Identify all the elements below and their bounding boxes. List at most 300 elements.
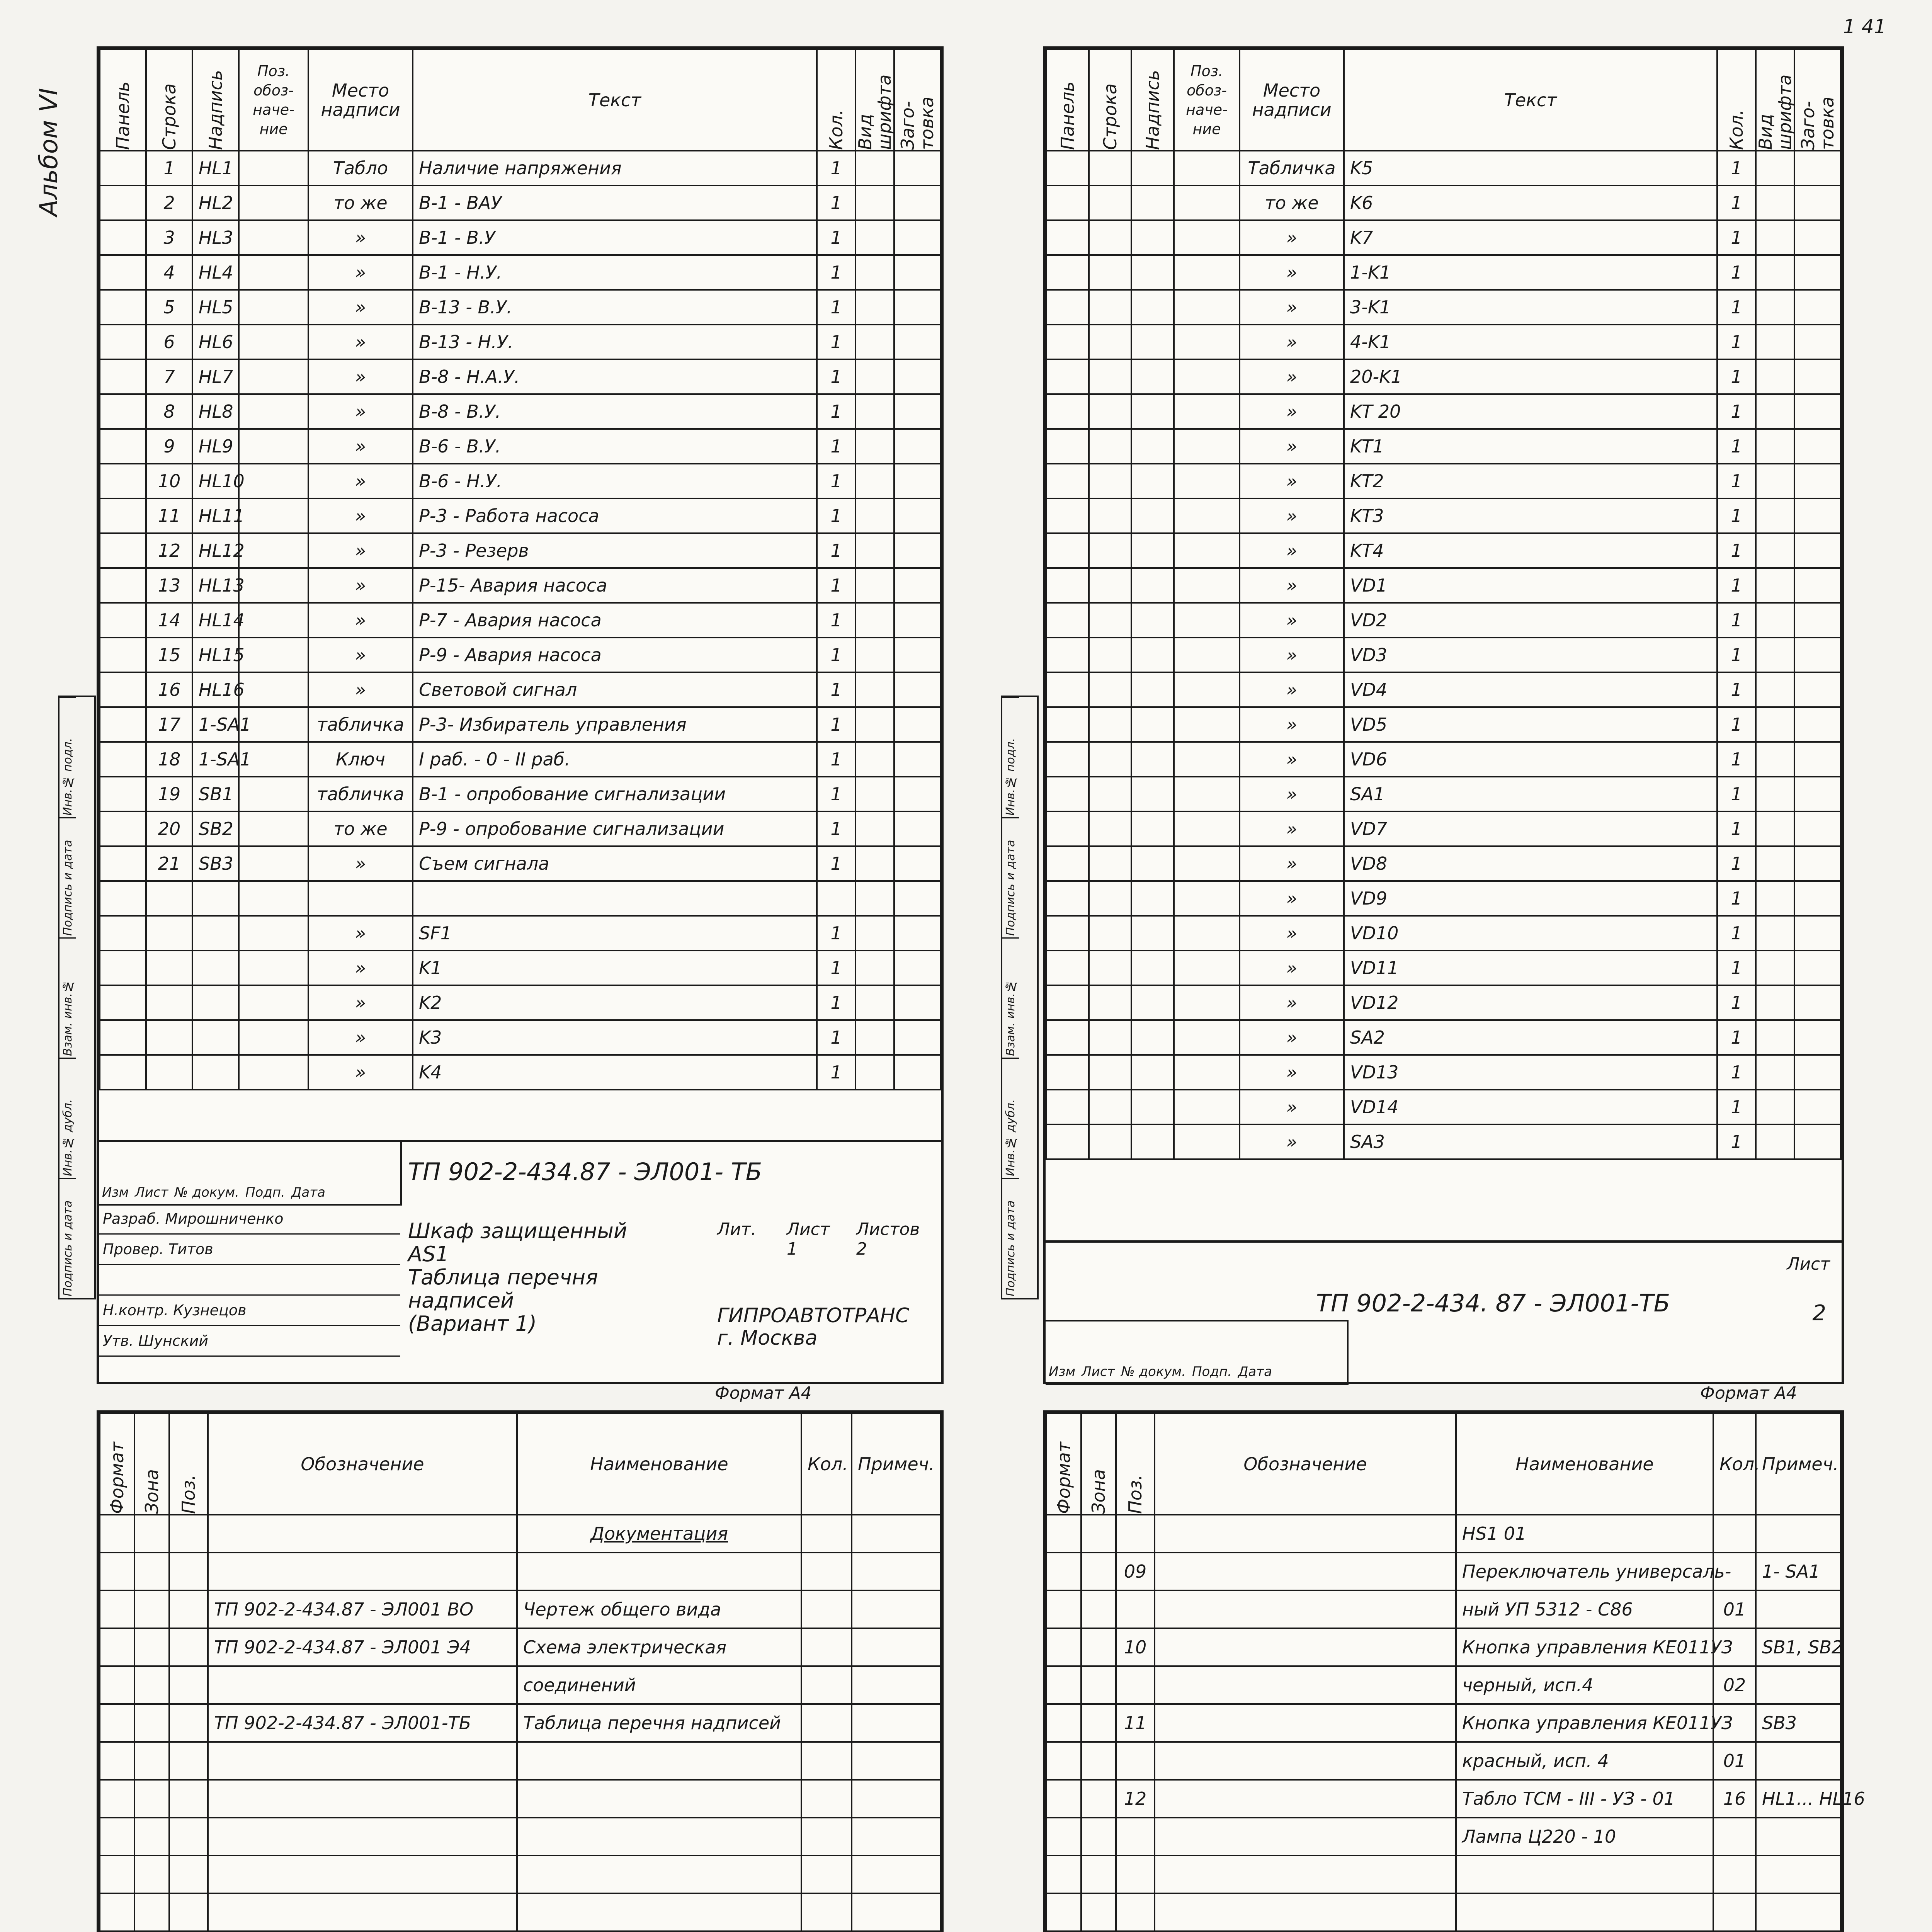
table-row	[1046, 1055, 1841, 1090]
table-cell: 1	[817, 742, 855, 777]
table-cell	[239, 394, 308, 429]
table-cell	[1794, 151, 1841, 185]
table-cell	[1131, 742, 1174, 777]
table-cell: 2	[146, 185, 192, 220]
table-cell	[1174, 568, 1240, 603]
sheet-number: 2	[1812, 1301, 1826, 1326]
table-cell: Кнопка управления КЕ011УЗ	[1456, 1628, 1713, 1666]
table-row	[100, 1055, 940, 1090]
table-cell	[1081, 1855, 1116, 1893]
table-cell	[1116, 1515, 1155, 1553]
table-cell	[1046, 1553, 1081, 1590]
side-label: Взам. инв.№	[60, 937, 76, 1058]
table-cell	[1046, 1090, 1089, 1124]
sheet-specification-1	[97, 1410, 944, 1932]
table-cell	[1131, 603, 1174, 638]
table-cell	[100, 220, 146, 255]
table-cell: 1	[1717, 742, 1756, 777]
table-cell	[1794, 568, 1841, 603]
table-cell	[894, 638, 940, 672]
table-cell	[100, 811, 146, 846]
table-cell	[1794, 220, 1841, 255]
table-cell: Р-15- Авария насоса	[413, 568, 817, 603]
table-cell	[1046, 1020, 1089, 1055]
table-cell	[1794, 359, 1841, 394]
format-label-1: Формат А4	[715, 1383, 812, 1403]
table-cell: HL9	[192, 429, 239, 464]
table-row	[1046, 394, 1841, 429]
table-cell: 02	[1713, 1666, 1756, 1704]
table-cell	[1794, 255, 1841, 290]
table-cell	[801, 1855, 852, 1893]
table-cell: Световой сигнал	[413, 672, 817, 707]
col-note: Примеч.	[852, 1413, 940, 1515]
table-cell: Р-3- Избиратель управления	[413, 707, 817, 742]
table-cell	[1046, 1704, 1081, 1742]
table-cell	[239, 916, 308, 951]
table-cell	[852, 1590, 940, 1628]
table-row	[100, 290, 940, 325]
side-label: Подпись и дата	[1002, 1178, 1019, 1298]
table-row	[1046, 811, 1841, 846]
table-cell: SA1	[1344, 777, 1717, 811]
table-cell	[100, 290, 146, 325]
table-cell	[1089, 1055, 1131, 1090]
table-row	[1046, 916, 1841, 951]
table-cell	[208, 1893, 517, 1931]
table-row	[100, 1628, 940, 1666]
table-cell: K3	[413, 1020, 817, 1055]
table-cell: »	[308, 846, 413, 881]
table-cell	[855, 811, 894, 846]
table-row	[1046, 1590, 1841, 1628]
table-cell	[1756, 777, 1794, 811]
table-row	[1046, 325, 1841, 359]
table-cell	[1174, 638, 1240, 672]
table-cell: VD8	[1344, 846, 1717, 881]
col-inscription: Надпись	[1131, 49, 1174, 151]
table-cell: соединений	[517, 1666, 801, 1704]
table-cell	[1756, 603, 1794, 638]
table-cell	[894, 881, 940, 916]
table-cell	[239, 429, 308, 464]
table-cell: 1- SA1	[1756, 1553, 1841, 1590]
table-cell	[1089, 1020, 1131, 1055]
side-label: Взам. инв.№	[1002, 937, 1019, 1058]
table-cell	[1131, 881, 1174, 916]
table-cell	[1456, 1855, 1713, 1893]
table-cell	[1756, 185, 1794, 220]
table-cell: В-1 - опробование сигнализации	[413, 777, 817, 811]
table-cell	[1756, 359, 1794, 394]
col-pos: Поз. обоз- наче- ние	[239, 49, 308, 151]
table-cell: 1	[1717, 1055, 1756, 1090]
table-cell	[1756, 464, 1794, 498]
table-cell	[855, 185, 894, 220]
table-cell	[239, 1055, 308, 1090]
col-qty: Кол.	[801, 1413, 852, 1515]
table-cell	[1713, 1893, 1756, 1931]
table-cell	[855, 603, 894, 638]
table-cell: »	[308, 1055, 413, 1090]
col-place: Место надписи	[1240, 49, 1344, 151]
table-cell: 1	[817, 498, 855, 533]
table-cell	[855, 429, 894, 464]
table-cell	[1456, 1893, 1713, 1931]
specification-table-2	[1046, 1413, 1865, 1932]
table-row	[100, 742, 940, 777]
table-cell	[801, 1742, 852, 1780]
table-cell	[1794, 811, 1841, 846]
table-row	[1046, 1893, 1841, 1931]
table-row	[1046, 255, 1841, 290]
table-cell: 1	[817, 916, 855, 951]
table-cell	[1081, 1780, 1116, 1818]
col-qty: Кол.	[1717, 49, 1756, 151]
table-cell: HL15	[192, 638, 239, 672]
table-cell	[1174, 464, 1240, 498]
table-cell	[1081, 1515, 1116, 1553]
col-row: Строка	[146, 49, 192, 151]
table-cell	[1046, 429, 1089, 464]
table-row	[100, 672, 940, 707]
table-cell	[1046, 951, 1089, 985]
table-cell	[169, 1742, 208, 1780]
table-cell: 11	[1116, 1704, 1155, 1742]
table-cell	[1756, 638, 1794, 672]
col-name: Наименование	[1456, 1413, 1713, 1515]
table-cell: »	[308, 638, 413, 672]
side-label: Инв.№ подл.	[60, 697, 76, 817]
table-cell: Ключ	[308, 742, 413, 777]
table-row	[100, 533, 940, 568]
table-cell	[1756, 394, 1794, 429]
table-cell	[1174, 1124, 1240, 1159]
table-cell	[852, 1628, 940, 1666]
table-cell: то же	[308, 811, 413, 846]
table-cell: 14	[146, 603, 192, 638]
table-cell: 6	[146, 325, 192, 359]
table-cell: SB3	[192, 846, 239, 881]
title-block-column-label: Лист	[135, 1185, 168, 1200]
table-cell: SB3	[1756, 1704, 1841, 1742]
table-cell	[100, 151, 146, 185]
table-cell	[1174, 811, 1240, 846]
col-font: Вид шрифта	[1756, 49, 1794, 151]
table-cell	[894, 151, 940, 185]
table-cell: 1	[817, 290, 855, 325]
table-cell: »	[1240, 638, 1344, 672]
table-cell	[1174, 359, 1240, 394]
table-cell: KT2	[1344, 464, 1717, 498]
table-cell	[1131, 951, 1174, 985]
table-cell: 8	[146, 394, 192, 429]
table-cell	[517, 1893, 801, 1931]
table-cell: »	[308, 672, 413, 707]
table-cell	[894, 672, 940, 707]
table-cell	[1756, 1666, 1841, 1704]
table-cell: »	[1240, 1090, 1344, 1124]
document-code: ТП 902-2-434.87 - ЭЛ001- ТБ	[408, 1158, 762, 1186]
table-row	[100, 846, 940, 881]
table-cell: VD4	[1344, 672, 1717, 707]
table-cell: 1	[1717, 1124, 1756, 1159]
table-cell	[855, 951, 894, 985]
table-cell	[169, 1515, 208, 1553]
table-cell: VD2	[1344, 603, 1717, 638]
signature-row: Разраб. Мирошниченко	[99, 1204, 400, 1235]
table-cell	[239, 464, 308, 498]
table-cell	[1794, 916, 1841, 951]
table-cell: 1	[817, 985, 855, 1020]
table-cell: 1	[1717, 881, 1756, 916]
table-cell	[855, 638, 894, 672]
table-row	[1046, 846, 1841, 881]
table-cell	[208, 1855, 517, 1893]
table-row	[1046, 1124, 1841, 1159]
table-cell	[1756, 1590, 1841, 1628]
table-cell	[192, 916, 239, 951]
table-cell: 1	[817, 429, 855, 464]
table-row	[100, 394, 940, 429]
table-cell: 12	[1116, 1780, 1155, 1818]
col-qty: Кол.	[817, 49, 855, 151]
table-cell	[1756, 1090, 1794, 1124]
table-cell: VD1	[1344, 568, 1717, 603]
table-cell	[894, 1020, 940, 1055]
table-cell: HL5	[192, 290, 239, 325]
table-cell	[1046, 325, 1089, 359]
table-cell	[1131, 777, 1174, 811]
table-cell: черный, исп.4	[1456, 1666, 1713, 1704]
table-cell	[894, 220, 940, 255]
table-cell	[1116, 1666, 1155, 1704]
table-cell	[134, 1704, 169, 1742]
table-cell	[1756, 568, 1794, 603]
table-cell: »	[1240, 707, 1344, 742]
sheet-info: Лит. Лист Листов 1 2	[717, 1219, 920, 1259]
table-cell: 1	[1717, 568, 1756, 603]
table-cell	[239, 568, 308, 603]
table-cell: KT3	[1344, 498, 1717, 533]
table-cell	[1081, 1553, 1116, 1590]
table-cell	[100, 429, 146, 464]
table-cell	[894, 464, 940, 498]
table-cell: 7	[146, 359, 192, 394]
table-cell	[413, 881, 817, 916]
table-cell: 13	[146, 568, 192, 603]
table-cell	[1756, 811, 1794, 846]
table-cell: HL1	[192, 151, 239, 185]
table-cell	[1756, 255, 1794, 290]
table-cell	[1155, 1780, 1456, 1818]
table-cell: »	[1240, 464, 1344, 498]
inscriptions-table-2	[1046, 49, 1842, 1160]
table-cell	[894, 429, 940, 464]
table-cell	[852, 1742, 940, 1780]
table-cell	[100, 916, 146, 951]
table-row	[1046, 568, 1841, 603]
table-row	[100, 429, 940, 464]
table-cell	[239, 151, 308, 185]
table-row	[100, 1818, 940, 1855]
format-label-2: Формат А4	[1700, 1383, 1797, 1403]
table-cell: табличка	[308, 777, 413, 811]
table-cell	[1131, 1124, 1174, 1159]
col-designation: Обозначение	[208, 1413, 517, 1515]
table-cell: 1	[817, 603, 855, 638]
table-cell: 1-K1	[1344, 255, 1717, 290]
table-cell	[1046, 151, 1089, 185]
table-cell	[1089, 429, 1131, 464]
table-cell	[894, 742, 940, 777]
table-cell	[100, 1590, 134, 1628]
table-cell	[801, 1590, 852, 1628]
table-cell: 1	[146, 151, 192, 185]
title-block-column-label: Подп.	[245, 1185, 285, 1200]
table-cell	[894, 777, 940, 811]
table-cell: В-6 - Н.У.	[413, 464, 817, 498]
table-cell	[1794, 498, 1841, 533]
table-cell: K5	[1344, 151, 1717, 185]
table-cell: 1	[1717, 533, 1756, 568]
col-designation: Обозначение	[1155, 1413, 1456, 1515]
table-cell	[1116, 1590, 1155, 1628]
table-cell: Табличка	[1240, 151, 1344, 185]
col-font: Вид шрифта	[855, 49, 894, 151]
table-cell	[1046, 846, 1089, 881]
table-cell	[1756, 151, 1794, 185]
table-cell	[1089, 811, 1131, 846]
table-cell: K6	[1344, 185, 1717, 220]
table-cell: SA3	[1344, 1124, 1717, 1159]
document-code: ТП 902-2-434. 87 - ЭЛ001-ТБ	[1316, 1289, 1670, 1317]
album-label: Альбом VI	[35, 88, 63, 216]
table-row	[100, 185, 940, 220]
table-cell: HL8	[192, 394, 239, 429]
table-cell: SA2	[1344, 1020, 1717, 1055]
table-cell: »	[1240, 985, 1344, 1020]
table-cell: 3	[146, 220, 192, 255]
table-cell	[1174, 290, 1240, 325]
table-cell	[1089, 464, 1131, 498]
table-cell	[1081, 1628, 1116, 1666]
table-cell	[239, 985, 308, 1020]
table-cell: 1	[817, 220, 855, 255]
table-cell	[517, 1818, 801, 1855]
table-cell	[855, 359, 894, 394]
table-cell	[1174, 325, 1240, 359]
table-row	[100, 777, 940, 811]
table-cell: »	[308, 325, 413, 359]
table-cell	[239, 255, 308, 290]
table-cell	[817, 881, 855, 916]
table-cell	[855, 707, 894, 742]
table-row	[1046, 707, 1841, 742]
table-cell: »	[1240, 777, 1344, 811]
table-row	[1046, 638, 1841, 672]
table-row	[1046, 185, 1841, 220]
table-cell	[894, 290, 940, 325]
table-cell	[1089, 742, 1131, 777]
col-pos: Поз.	[1116, 1413, 1155, 1515]
table-cell: Р-3 - Работа насоса	[413, 498, 817, 533]
signature-row: Провер. Титов	[99, 1235, 400, 1265]
table-row	[1046, 498, 1841, 533]
table-row	[1046, 1855, 1841, 1893]
table-cell	[1174, 742, 1240, 777]
table-cell: 1	[1717, 255, 1756, 290]
table-cell	[1089, 255, 1131, 290]
table-cell	[801, 1780, 852, 1818]
table-cell	[1155, 1855, 1456, 1893]
table-cell	[894, 498, 940, 533]
col-format: Формат	[100, 1413, 134, 1515]
table-cell	[146, 1020, 192, 1055]
side-label: Подпись и дата	[60, 1178, 76, 1298]
sheet-inscriptions-1	[97, 46, 944, 1384]
table-row	[100, 498, 940, 533]
table-cell: В-13 - Н.У.	[413, 325, 817, 359]
table-cell	[1089, 985, 1131, 1020]
table-cell	[192, 951, 239, 985]
table-cell	[1089, 290, 1131, 325]
table-cell	[100, 533, 146, 568]
table-cell: 1	[1717, 1020, 1756, 1055]
table-cell: 18	[146, 742, 192, 777]
table-cell	[1081, 1704, 1116, 1742]
table-cell	[100, 638, 146, 672]
table-cell	[1155, 1893, 1456, 1931]
table-cell	[1794, 290, 1841, 325]
table-cell	[169, 1666, 208, 1704]
col-inscription: Надпись	[192, 49, 239, 151]
table-cell	[1155, 1704, 1456, 1742]
table-cell	[855, 985, 894, 1020]
table-cell	[1155, 1742, 1456, 1780]
table-cell	[1174, 151, 1240, 185]
table-cell	[1131, 638, 1174, 672]
col-name: Наименование	[517, 1413, 801, 1515]
table-cell: »	[308, 985, 413, 1020]
table-cell: табличка	[308, 707, 413, 742]
title-block-column-label: Дата	[1238, 1364, 1272, 1379]
table-cell	[100, 1780, 134, 1818]
table-cell	[1174, 429, 1240, 464]
table-cell: В-1 - В.У	[413, 220, 817, 255]
table-cell: 1	[817, 811, 855, 846]
table-cell	[1756, 846, 1794, 881]
table-row	[100, 1020, 940, 1055]
table-cell	[1756, 707, 1794, 742]
table-cell: Чертеж общего вида	[517, 1590, 801, 1628]
table-cell	[894, 533, 940, 568]
table-cell	[1756, 916, 1794, 951]
table-cell	[1046, 672, 1089, 707]
table-cell	[239, 1020, 308, 1055]
table-cell: 1	[1717, 1090, 1756, 1124]
table-cell	[894, 394, 940, 429]
table-cell	[1131, 533, 1174, 568]
table-cell: 09	[1116, 1553, 1155, 1590]
table-cell	[100, 603, 146, 638]
table-cell	[100, 1055, 146, 1090]
table-cell: ТП 902-2-434.87 - ЭЛ001-ТБ	[208, 1704, 517, 1742]
table-cell	[1756, 1515, 1841, 1553]
table-cell	[134, 1553, 169, 1590]
table-cell	[1756, 881, 1794, 916]
table-cell	[1174, 1055, 1240, 1090]
